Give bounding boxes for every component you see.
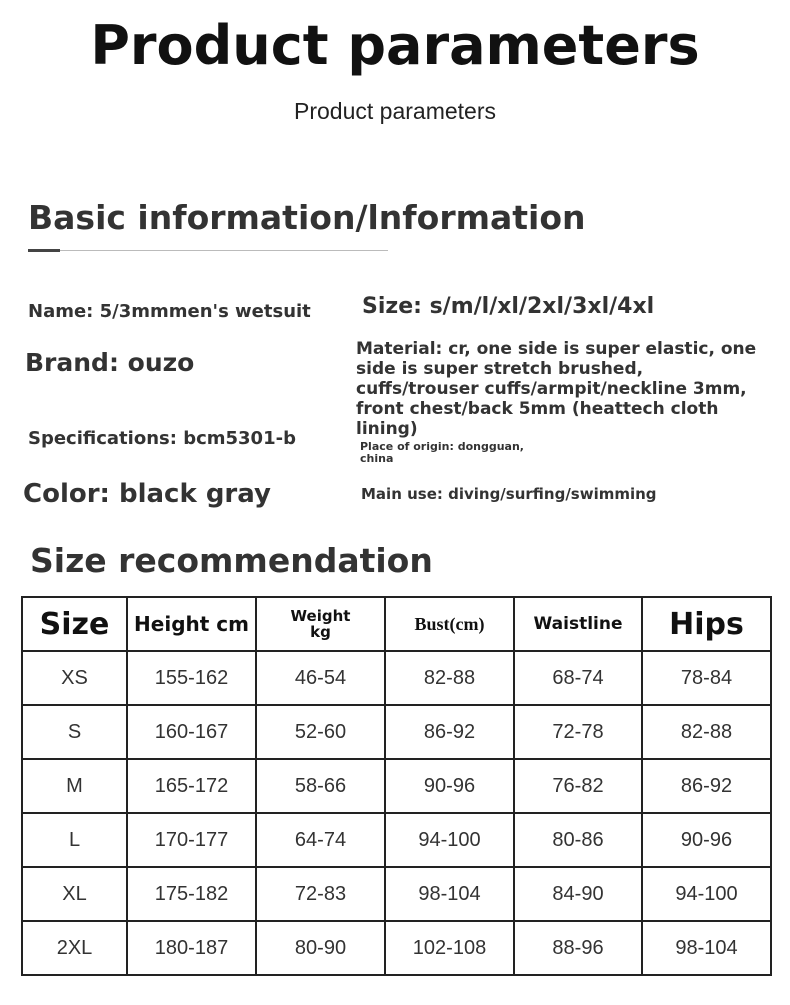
table-row [22, 759, 771, 813]
product-material: Material: cr, one side is super elastic, one side is super stretch brushed, cuffs/trouser cuffs/armpit/neckline 3mm, front chest/back 5mm (heattech cloth lining) [356, 339, 757, 439]
cell-size: M [22, 759, 127, 813]
cell-height: 160-167 [127, 705, 256, 759]
cell-bust: 86-92 [385, 705, 514, 759]
table-row [22, 651, 771, 705]
cell-waistline: 80-86 [514, 813, 642, 867]
cell-height: 165-172 [127, 759, 256, 813]
column-header-hips: Hips [642, 597, 771, 651]
page-subtitle: Product parameters [294, 98, 496, 124]
table-header-row [22, 597, 771, 651]
cell-weight: 72-83 [256, 867, 385, 921]
cell-height: 170-177 [127, 813, 256, 867]
cell-waistline: 72-78 [514, 705, 642, 759]
cell-size: 2XL [22, 921, 127, 975]
column-header-height: Height cm [127, 597, 256, 651]
column-header-waistline: Waistline [514, 597, 642, 651]
cell-size: XS [22, 651, 127, 705]
column-header-weight-label: Weight kg [290, 607, 351, 641]
cell-weight: 64-74 [256, 813, 385, 867]
cell-height: 175-182 [127, 867, 256, 921]
cell-waistline: 84-90 [514, 867, 642, 921]
product-sizes: Size: s/m/l/xl/2xl/3xl/4xl [362, 294, 655, 319]
cell-height: 180-187 [127, 921, 256, 975]
cell-hips: 90-96 [642, 813, 771, 867]
heading-divider [28, 250, 388, 251]
cell-bust: 90-96 [385, 759, 514, 813]
table-row [22, 867, 771, 921]
cell-waistline: 88-96 [514, 921, 642, 975]
product-origin: Place of origin: dongguan, china [360, 440, 524, 465]
product-name: Name: 5/3mmmen's wetsuit [28, 301, 311, 322]
size-recommendation-heading: Size recommendation [30, 541, 433, 580]
cell-height: 155-162 [127, 651, 256, 705]
cell-hips: 98-104 [642, 921, 771, 975]
cell-weight: 58-66 [256, 759, 385, 813]
basic-info-heading: Basic information/lnformation [28, 198, 586, 237]
column-header-size: Size [22, 597, 127, 651]
heading-divider-accent [28, 249, 60, 252]
cell-waistline: 76-82 [514, 759, 642, 813]
product-main-use: Main use: diving/surfing/swimming [361, 485, 657, 503]
table-row [22, 813, 771, 867]
cell-size: L [22, 813, 127, 867]
page-title: Product parameters [90, 14, 700, 77]
cell-size: S [22, 705, 127, 759]
column-header-weight [256, 597, 385, 651]
table-row [22, 921, 771, 975]
cell-bust: 94-100 [385, 813, 514, 867]
cell-hips: 78-84 [642, 651, 771, 705]
table-row [22, 705, 771, 759]
cell-weight: 46-54 [256, 651, 385, 705]
cell-weight: 80-90 [256, 921, 385, 975]
size-table [21, 596, 772, 976]
cell-hips: 94-100 [642, 867, 771, 921]
cell-bust: 102-108 [385, 921, 514, 975]
product-brand: Brand: ouzo [25, 348, 195, 377]
cell-weight: 52-60 [256, 705, 385, 759]
cell-size: XL [22, 867, 127, 921]
column-header-bust: Bust(cm) [385, 597, 514, 651]
product-specifications: Specifications: bcm5301-b [28, 428, 296, 449]
product-color: Color: black gray [23, 479, 271, 509]
cell-hips: 82-88 [642, 705, 771, 759]
cell-bust: 98-104 [385, 867, 514, 921]
cell-hips: 86-92 [642, 759, 771, 813]
cell-waistline: 68-74 [514, 651, 642, 705]
cell-bust: 82-88 [385, 651, 514, 705]
